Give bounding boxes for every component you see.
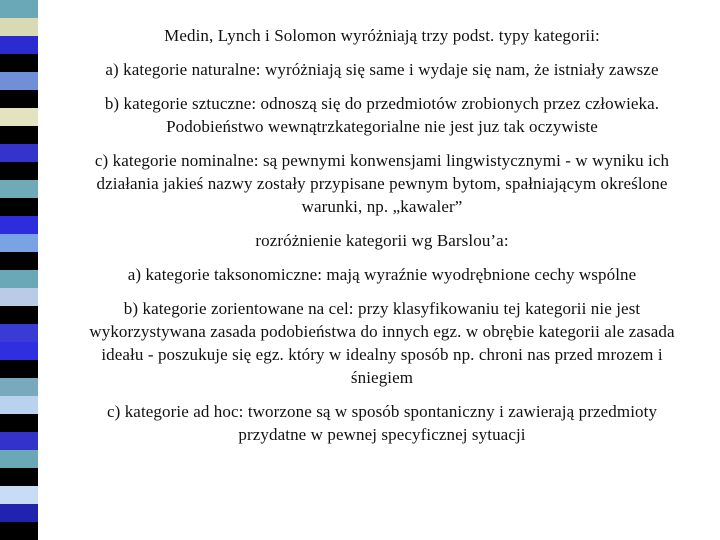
- stripe-segment: [0, 234, 38, 252]
- stripe-segment: [0, 450, 38, 468]
- goal-oriented-categories-paragraph: b) kategorie zorientowane na cel: przy klasyfikowaniu tej kategorii nie jest wykorzystywana zasada podobieństwa do innych egz. w obrębie kategorii ale zasada ideału - poszukuje się egz. który w idealny sposób np. chroni nas przed mrozem i śniegiem: [89, 299, 675, 387]
- stripe-segment: [0, 126, 38, 144]
- stripe-segment: [0, 252, 38, 270]
- stripe-segment: [0, 54, 38, 72]
- stripe-segment: [0, 162, 38, 180]
- taxonomic-categories-paragraph: a) kategorie taksonomiczne: mają wyraźnie wyodrębnione cechy wspólne: [127, 265, 637, 284]
- stripe-segment: [0, 0, 38, 18]
- stripe-segment: [0, 486, 38, 504]
- stripe-segment: [0, 90, 38, 108]
- stripe-segment: [0, 36, 38, 54]
- stripe-segment: [0, 144, 38, 162]
- stripe-segment: [0, 468, 38, 486]
- stripe-segment: [0, 288, 38, 306]
- stripe-segment: [0, 432, 38, 450]
- stripe-segment: [0, 360, 38, 378]
- intro-paragraph: Medin, Lynch i Solomon wyróżniają trzy podst. typy kategorii:: [164, 26, 600, 45]
- stripe-segment: [0, 108, 38, 126]
- stripe-segment: [0, 216, 38, 234]
- artificial-categories-paragraph: b) kategorie sztuczne: odnoszą się do przedmiotów zrobionych przez człowieka. Podobieństwo wewnątrzkategorialne nie jest juz tak oczywiste: [104, 94, 660, 136]
- stripe-segment: [0, 270, 38, 288]
- natural-categories-paragraph: a) kategorie naturalne: wyróżniają się same i wydaje się nam, że istniały zawsze: [105, 60, 659, 79]
- stripe-segment: [0, 306, 38, 324]
- nominal-categories-paragraph: c) kategorie nominalne: są pewnymi konwensjami lingwistycznymi - w wyniku ich działania jakieś nazwy zostały przypisane pewnym bytom, spałniającym określone warunki, np. „kawaler”: [94, 151, 670, 216]
- stripe-segment: [0, 198, 38, 216]
- stripe-segment: [0, 72, 38, 90]
- stripe-segment: [0, 414, 38, 432]
- decorative-stripe: [0, 0, 38, 540]
- stripe-segment: [0, 342, 38, 360]
- stripe-segment: [0, 18, 38, 36]
- stripe-segment: [0, 522, 38, 540]
- ad-hoc-categories-paragraph: c) kategorie ad hoc: tworzone są w sposób spontaniczny i zawierają przedmioty przydatne w pewnej specyficznej sytuacji: [106, 402, 658, 444]
- stripe-segment: [0, 396, 38, 414]
- slide-content: [74, 16, 690, 532]
- stripe-segment: [0, 180, 38, 198]
- stripe-segment: [0, 504, 38, 522]
- barsalou-heading: rozróżnienie kategorii wg Barslou’a:: [255, 231, 509, 250]
- stripe-segment: [0, 324, 38, 342]
- stripe-segment: [0, 378, 38, 396]
